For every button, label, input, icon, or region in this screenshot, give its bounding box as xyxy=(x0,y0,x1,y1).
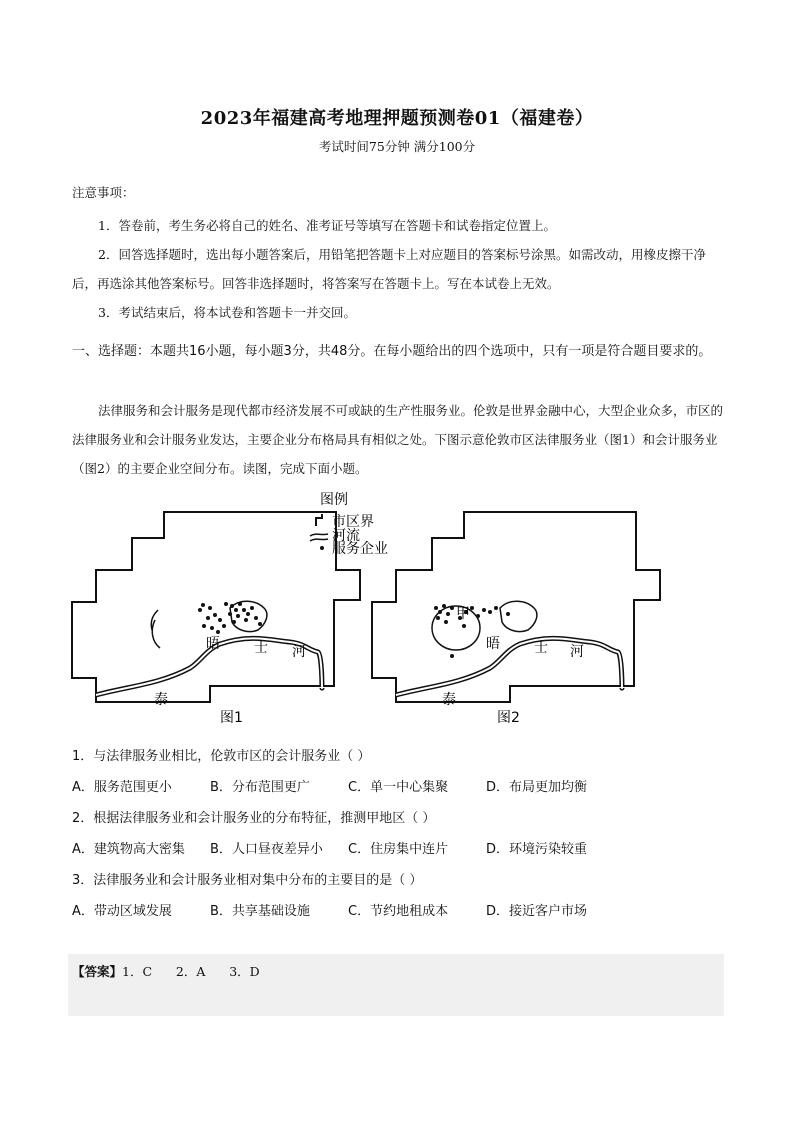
q1-option-d[interactable]: D．布局更加均衡 xyxy=(486,780,588,795)
question-1-stem: 1．与法律服务业相比，伦敦市区的会计服务业（ ） xyxy=(72,749,371,764)
q3-option-a[interactable]: A．带动区域发展 xyxy=(72,904,172,919)
map-figures xyxy=(60,490,740,730)
q1-option-c[interactable]: C．单一中心集聚 xyxy=(348,780,449,795)
fig2-caption: 图2 xyxy=(497,710,520,726)
q3-option-c[interactable]: C．节约地租成本 xyxy=(348,904,449,919)
fig1-firm-dots xyxy=(198,602,262,634)
fig2-river-char-1: 晤 xyxy=(486,636,500,652)
fig2-river-char-2: 士 xyxy=(534,640,548,656)
fig1-city-core xyxy=(230,601,267,631)
london-maps xyxy=(60,490,740,730)
fig1-city-boundary xyxy=(72,512,360,702)
legend-item-river: 河流 xyxy=(332,528,360,544)
section-heading-text: 一、选择题：本题共16小题，每小题3分，共48分。在每小题给出的四个选项中，只有一项是符合题目要求的。 xyxy=(72,344,712,359)
notice-item-3: 3．考试结束后，将本试卷和答题卡一并交回。 xyxy=(98,305,356,320)
q2-option-a[interactable]: A．建筑物高大密集 xyxy=(72,842,185,857)
fig1-outline-west xyxy=(151,610,160,648)
exam-info: 考试时间75分钟 满分100分 xyxy=(318,139,476,154)
notice-heading: 注意事项： xyxy=(72,185,135,200)
fig1-river-char-3: 河 xyxy=(292,644,306,660)
question-3-stem: 3．法律服务业和会计服务业相对集中分布的主要目的是（ ） xyxy=(72,873,423,888)
legend-item-firm: 服务企业 xyxy=(332,541,388,557)
q3-option-d[interactable]: D．接近客户市场 xyxy=(486,904,588,919)
answer-line xyxy=(72,962,260,980)
notice-item-2: 2．回答选择题时，选出每小题答案后，用铅笔把答题卡上对应题目的答案标号涂黑。如需改动，用橡皮擦干净后，再选涂其他答案标号。回答非选择题时，将答案写在答题卡上。写在本试卷上无效。 xyxy=(72,247,706,291)
figure-2-map xyxy=(372,512,660,702)
answer-text: 1．C 2．A 3．D xyxy=(122,964,260,979)
fig1-river-char-2: 士 xyxy=(254,640,268,656)
reading-passage: 法律服务和会计服务是现代都市经济发展不可或缺的生产性服务业。伦敦是世界金融中心，大型企业众多，市区的法律服务业和会计服务业发达，主要企业分布格局具有相似之处。下图示意伦敦市区法律服务业（图1）和会计服务业（图2）的主要企业空间分布。读图，完成下面小题。 xyxy=(72,403,724,476)
fig1-caption: 图1 xyxy=(220,710,243,726)
legend-item-boundary: 市区界 xyxy=(332,514,374,530)
fig2-city-boundary xyxy=(372,512,660,702)
fig2-river-char-3: 河 xyxy=(570,644,584,660)
fig1-river-char-1: 晤 xyxy=(206,636,220,652)
area-jia-marker: 甲 xyxy=(456,606,470,622)
firm-legend-icon xyxy=(320,546,324,550)
map-legend xyxy=(310,492,388,557)
fig2-city-core xyxy=(500,601,537,631)
boundary-legend-icon xyxy=(316,514,322,526)
legend-title: 图例 xyxy=(320,492,348,508)
notice-item-1: 1．答卷前，考生务必将自己的姓名、准考证号等填写在答题卡和试卷指定位置上。 xyxy=(98,218,556,233)
q2-option-d[interactable]: D．环境污染较重 xyxy=(486,842,588,857)
q3-option-b[interactable]: B．共享基础设施 xyxy=(210,904,310,919)
q2-option-b[interactable]: B．人口昼夜差异小 xyxy=(210,842,323,857)
page-title: 2023年福建高考地理押题预测卷01（福建卷） xyxy=(200,108,594,129)
section-heading xyxy=(72,337,724,366)
figure-1-map xyxy=(72,512,360,702)
question-2-stem: 2．根据法律服务业和会计服务业的分布特征，推测甲地区（ ） xyxy=(72,811,436,826)
q1-option-b[interactable]: B．分布范围更广 xyxy=(210,780,310,795)
fig1-river-char-4: 泰 xyxy=(154,692,168,708)
answer-box xyxy=(68,954,724,1016)
river-legend-icon xyxy=(310,534,328,541)
q1-option-a[interactable]: A．服务范围更小 xyxy=(72,780,172,795)
q2-option-c[interactable]: C．住房集中连片 xyxy=(348,842,449,857)
fig2-river-char-4: 泰 xyxy=(442,692,456,708)
answer-label: 【答案】 xyxy=(72,964,123,979)
